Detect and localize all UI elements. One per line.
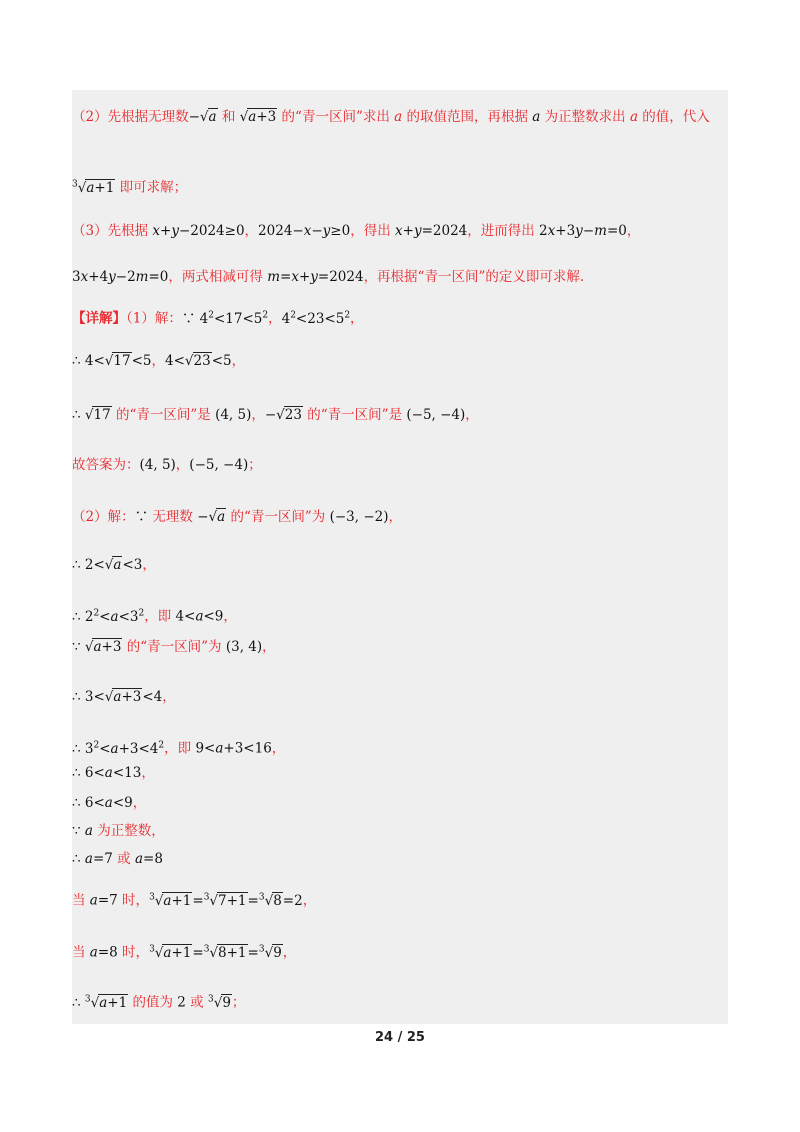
solution-line-18: ∴ a=7 或 a=8 xyxy=(72,851,163,867)
solution-line-7: ∴ √17 的“青一区间”是 (4, 5)，−√23 的“青一区间”是 (−5, −4)， xyxy=(72,407,479,423)
solution-line-12: ∵ √a+3 的“青一区间”为 (3, 4)， xyxy=(72,639,276,655)
solution-line-15: ∴ 6<a<13， xyxy=(72,765,155,781)
solution-line-8: 故答案为：(4, 5)，(−5, −4)； xyxy=(72,457,262,473)
page-number: 24 / 25 xyxy=(375,1030,425,1045)
solution-line-17: ∵ a 为正整数， xyxy=(72,823,165,839)
solution-line-21: ∴ $^3$√a+1 的值为 2 或 $^3$√9； xyxy=(72,994,246,1011)
solution-line-3: （3）先根据 x+y−2024≥0，2024−x−y≥0，得出 x+y=2024，进而得出 2x+3y−m=0， xyxy=(72,223,641,239)
solution-line-9: （2）解：∵ 无理数 −√a 的“青一区间”为 (−3, −2)， xyxy=(72,509,402,525)
solution-line-16: ∴ 6<a<9， xyxy=(72,795,147,811)
solution-line-5: 【详解】（1）解：∵ $4^2<17<5^2$，$4^2<23<5^2$， xyxy=(72,310,364,327)
solution-line-19: 当 a=7 时，$^3$√a+1=$^3$√7+1=$^3$√8=2， xyxy=(72,892,317,909)
solution-line-13: ∴ 3<√a+3<4， xyxy=(72,689,176,705)
solution-line-1: （2）先根据无理数−√a 和 √a+3 的“青一区间”求出 a 的取值范围，再根据 a 为正整数求出 a 的值，代入 xyxy=(72,109,710,125)
solution-line-20: 当 a=8 时，$^3$√a+1=$^3$√8+1=$^3$√9， xyxy=(72,944,297,961)
solution-line-2: $^3$√a+1 即可求解； xyxy=(72,179,188,196)
solution-line-11: ∴ $2^2<a<3^2$，即 4<a<9， xyxy=(72,608,237,625)
solution-line-4: 3x+4y−2m=0，两式相减可得 m=x+y=2024，再根据“青一区间”的定义即可求解. xyxy=(72,269,585,285)
solution-line-10: ∴ 2<√a<3， xyxy=(72,557,156,573)
solution-line-14: ∴ $3^2<a+3<4^2$，即 9<a+3<16， xyxy=(72,740,286,757)
solution-line-6: ∴ 4<√17<5，4<√23<5， xyxy=(72,353,246,369)
